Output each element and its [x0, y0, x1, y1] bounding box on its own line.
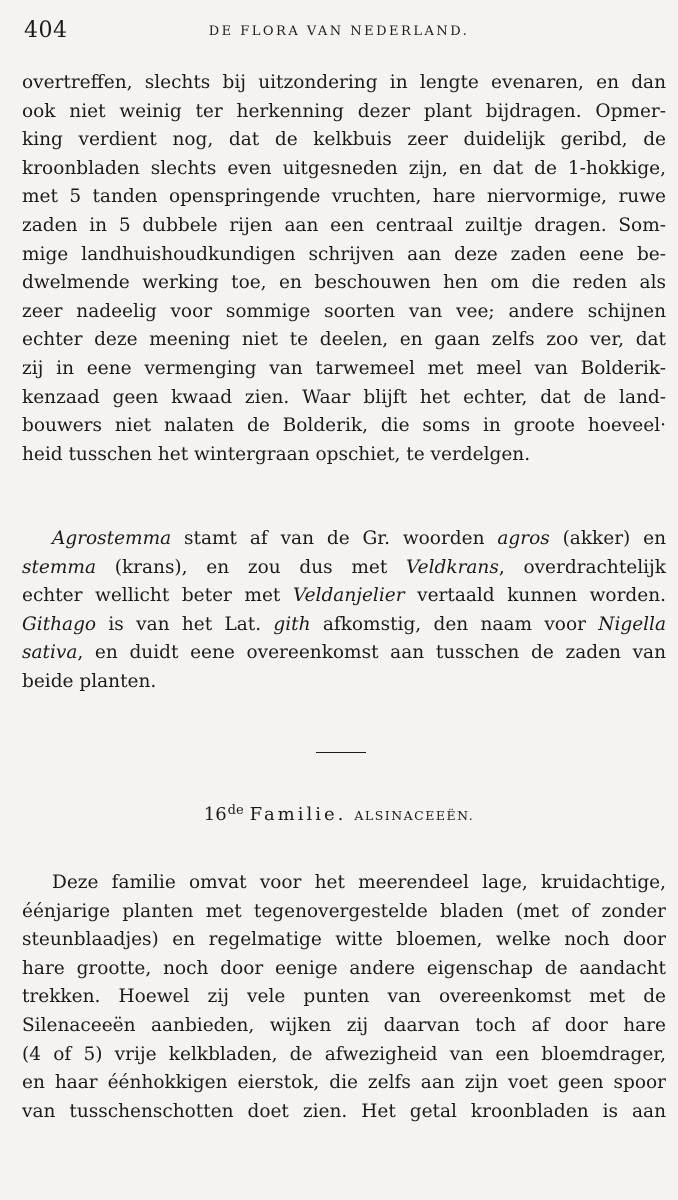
- text-span: is van het Lat.: [96, 613, 274, 635]
- text-line: zaden in 5 dubbele rijen aan een centraal zuiltje dragen. Som-: [22, 214, 666, 236]
- text-span: echter wellicht beter met: [22, 585, 293, 607]
- family-word: Familie.: [249, 804, 347, 825]
- family-ordinal: de: [227, 803, 244, 818]
- text-line: éénjarige planten met tegenovergestelde bladen (met of zonder: [22, 900, 666, 922]
- text-line: king verdient nog, dat de kelkbuis zeer duidelijk geribd, de: [22, 129, 666, 151]
- text-line: [22, 525, 666, 554]
- text-line: bouwers niet nalaten de Bolderik, die soms in groote hoeveel·: [22, 415, 666, 437]
- text-line: met 5 tanden openspringende vruchten, hare niervormige, ruwe: [22, 186, 666, 208]
- paragraph-alsinaceeen-description: [22, 869, 666, 1126]
- text-line: Silenaceeën aanbieden, wijken zij daarvan toch af door hare: [22, 1014, 666, 1036]
- text-line: kroonbladen slechts even uitgesneden zijn, en dat de 1-hokkige,: [22, 157, 666, 179]
- text-line: hare grootte, noch door eenige andere eigenschap de aandacht: [22, 957, 666, 979]
- text-line: Deze familie omvat voor het meerendeel lage, kruidachtige,: [52, 872, 666, 893]
- text-line: echter deze meening niet te deelen, en gaan zelfs zoo ver, dat: [22, 329, 666, 351]
- text-line: dwelmende werking toe, en beschouwen hen om die reden als: [22, 272, 666, 294]
- text-span: , overdrachtelijk: [498, 556, 666, 578]
- text-line: zeer nadeelig voor sommige soorten van vee; andere schijnen: [22, 300, 666, 322]
- greek-word-stemma: stemma: [22, 556, 96, 578]
- text-span: afkomstig, den naam voor: [310, 613, 599, 635]
- text-line: (4 of 5) vrije kelkbladen, de afwezigheid van een bloemdrager,: [22, 1043, 666, 1065]
- text-span: (akker) en: [549, 528, 666, 549]
- text-line: steunblaadjes) en regelmatige witte bloemen, welke noch door: [22, 929, 666, 951]
- genus-name-nigella: Nigella: [598, 613, 667, 635]
- text-line: [22, 611, 666, 640]
- paragraph-bolderik-description: [22, 69, 666, 469]
- page-number: 404: [24, 18, 68, 43]
- text-line: beide planten.: [22, 670, 157, 692]
- family-number: 16: [203, 804, 227, 825]
- text-line: [22, 554, 666, 583]
- species-name-sativa: sativa: [22, 642, 78, 664]
- family-name: ALSINACEEËN.: [354, 808, 475, 823]
- text-line: heid tusschen het wintergraan opschiet, te verdelgen.: [22, 443, 531, 465]
- term-veldanjelier: Veldanjelier: [292, 585, 405, 607]
- running-head: DE FLORA VAN NEDERLAND.: [208, 24, 470, 39]
- family-heading: [0, 803, 678, 825]
- greek-word-agros: agros: [497, 528, 550, 549]
- text-line: [22, 639, 666, 668]
- text-span: (krans), en zou dus met: [96, 556, 406, 578]
- latin-word-gith: gith: [273, 613, 311, 635]
- text-line: van tusschenschotten doet zien. Het getal kroonbladen is aan: [22, 1100, 666, 1122]
- text-span: stamt af van de Gr. woorden: [171, 528, 498, 549]
- text-span: vertaald kunnen worden.: [404, 585, 666, 607]
- text-line: overtreffen, slechts bij uitzondering in lengte evenaren, en dan: [22, 72, 666, 93]
- text-line: zij in eene vermenging van tarwemeel met meel van Bolderik-: [22, 357, 666, 379]
- text-line: kenzaad geen kwaad zien. Waar blijft het echter, dat de land-: [22, 386, 666, 408]
- text-span: , en duidt eene overeenkomst aan tusschen de zaden van: [77, 642, 666, 664]
- paragraph-etymology: [22, 525, 666, 697]
- genus-name-agrostemma: Agrostemma: [52, 528, 172, 549]
- text-line: en haar éénhokkigen eierstok, die zelfs aan zijn voet geen spoor: [22, 1072, 666, 1094]
- text-line: mige landhuishoudkundigen schrijven aan deze zaden eene be-: [22, 243, 666, 265]
- page-header: [22, 16, 656, 52]
- text-line: [22, 582, 666, 611]
- section-divider: [316, 752, 366, 753]
- text-line: trekken. Hoewel zij vele punten van overeenkomst met de: [22, 986, 666, 1008]
- term-veldkrans: Veldkrans: [405, 556, 499, 578]
- species-name-githago: Githago: [22, 613, 97, 635]
- text-line: ook niet weinig ter herkenning dezer plant bijdragen. Opmer-: [22, 100, 666, 122]
